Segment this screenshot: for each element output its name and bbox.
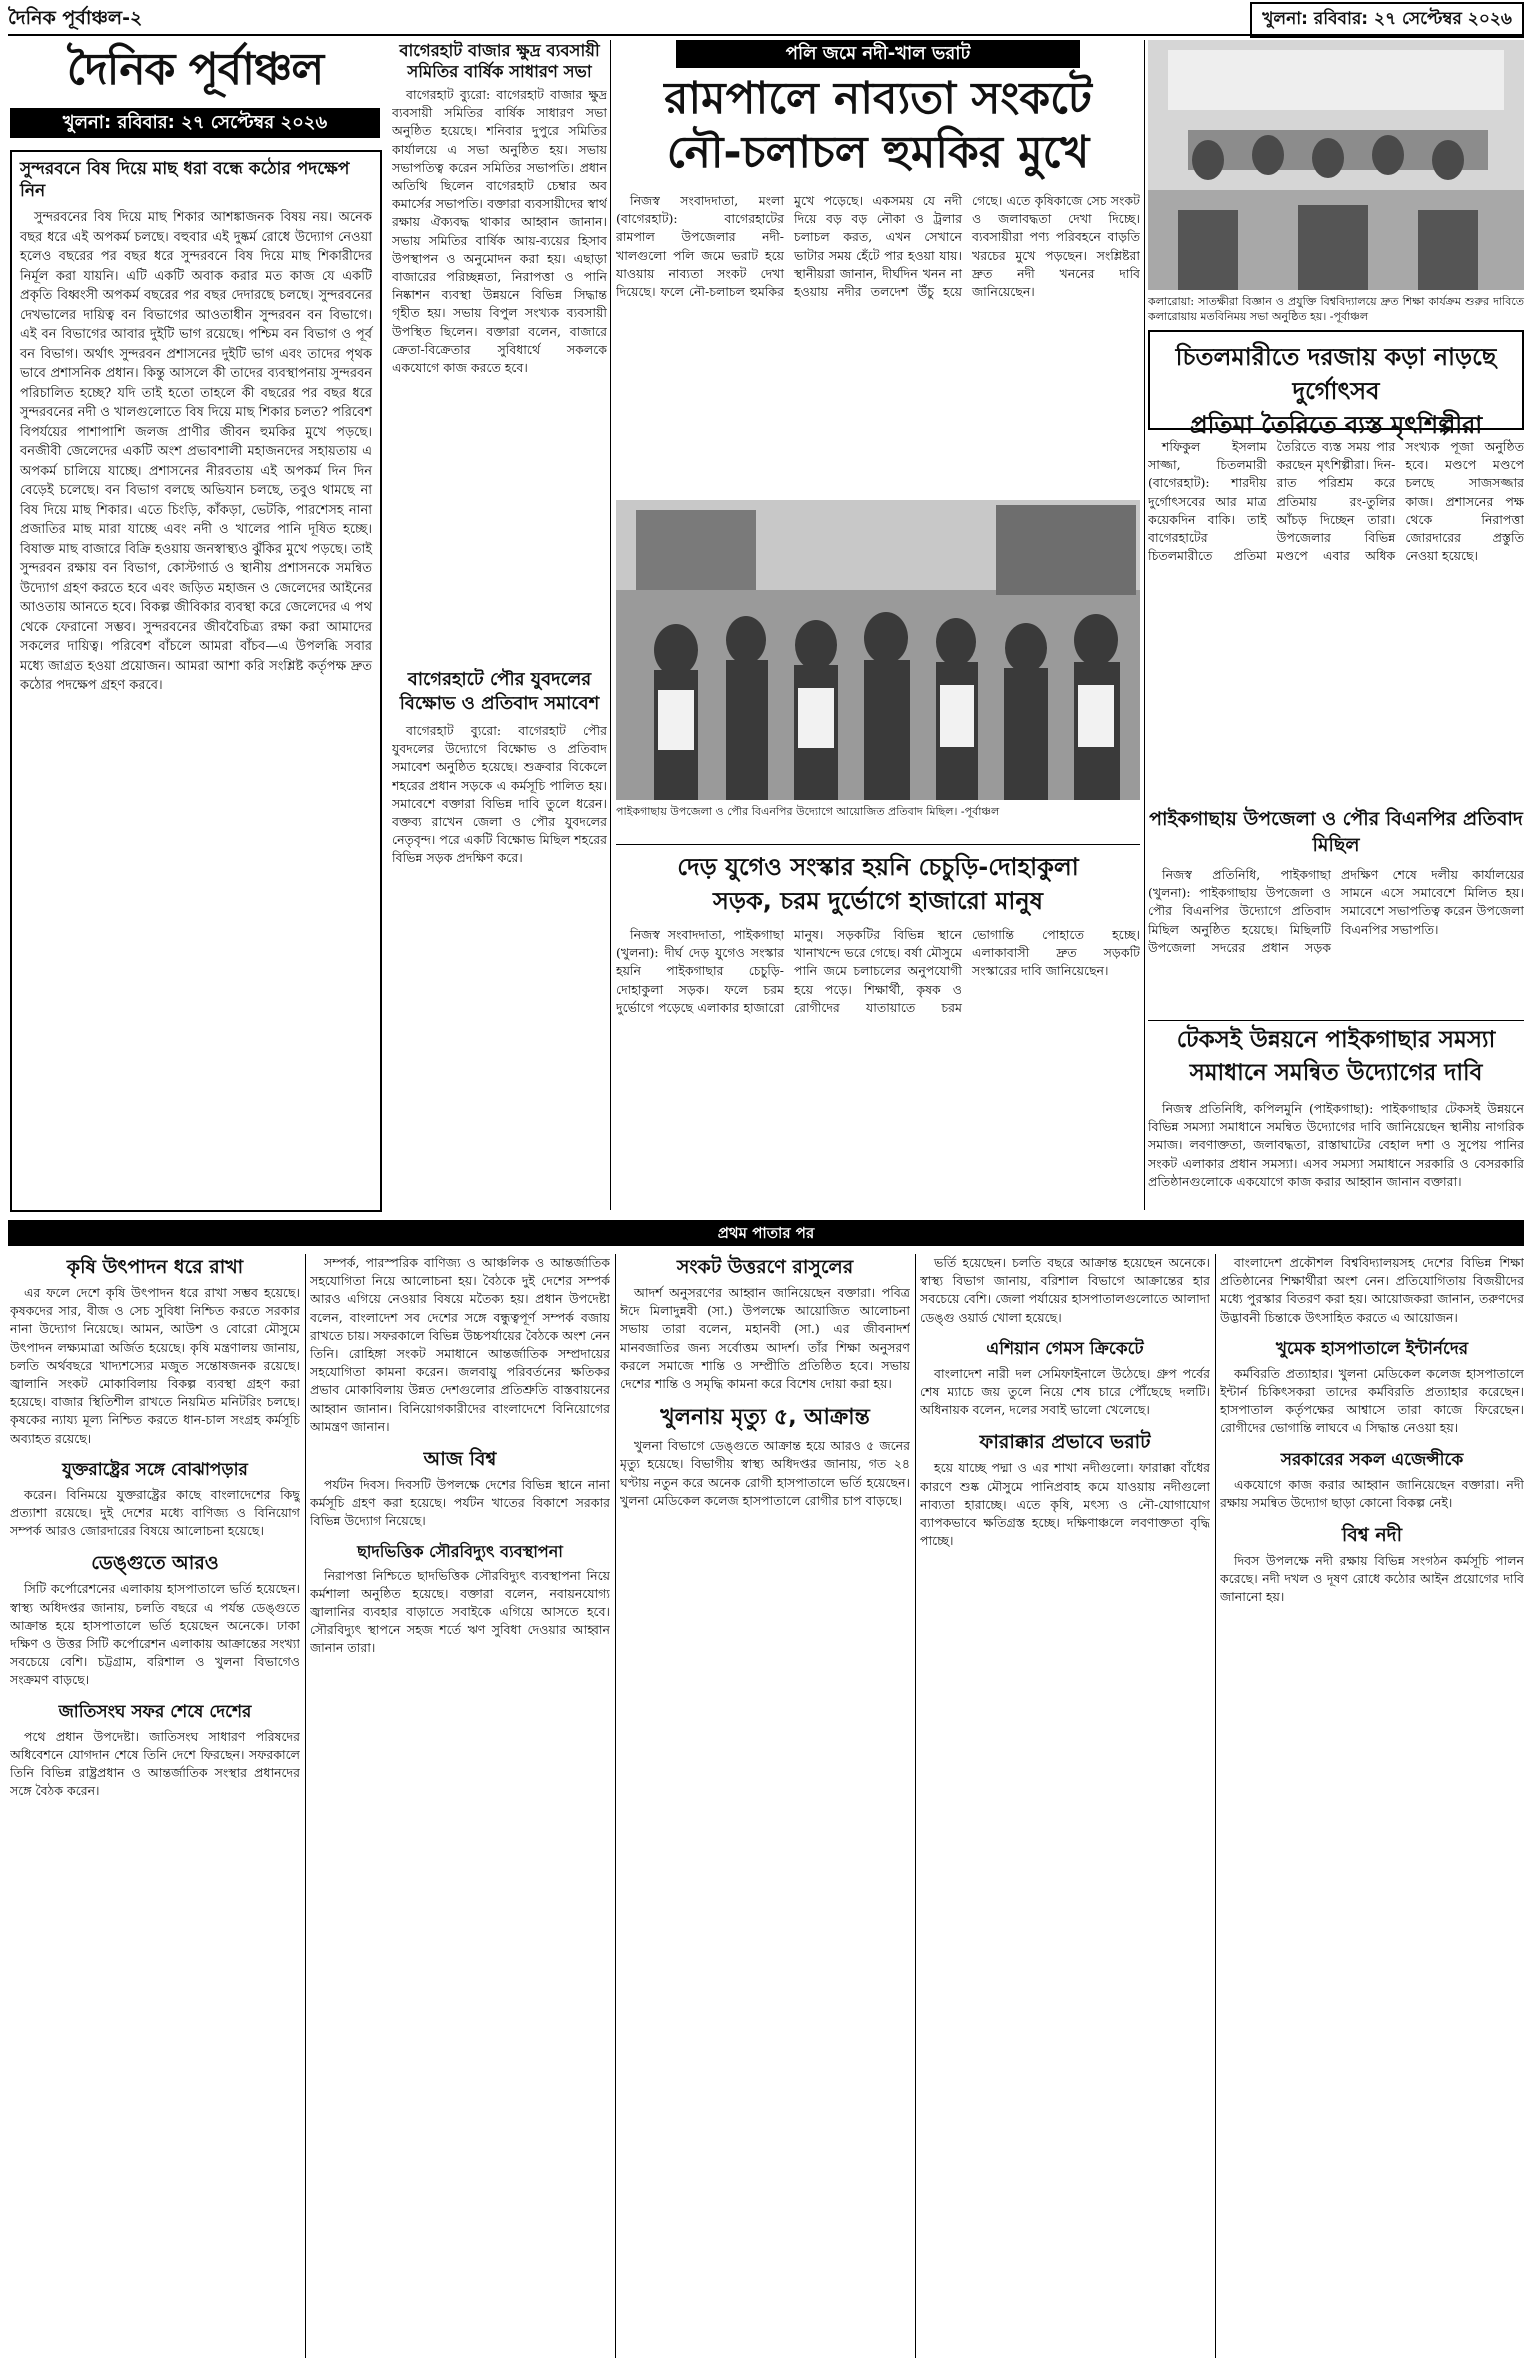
paikgacha-problem-body: নিজস্ব প্রতিনিধি, কপিলমুনি (পাইকগাছা): পাইকগাছার টেকসই উন্নয়নে বিভিন্ন সমস্যা সমাধানে সমন্বিত উদ্যোগের দাবি জানিয়েছেন স্থানীয় নাগরিক সমাজ। লবণাক্ততা, জলাবদ্ধতা, রাস্তাঘাটের বেহাল দশা ও সুপেয় পানির সংকট এলাকার প্রধান সমস্যা। এসব সমস্যা সমাধানে সরকারি ও বেসরকারি প্রতিষ্ঠানগুলোকে একযোগে কাজ করার আহ্বান জানান বক্তারা। [1148, 1101, 1524, 1189]
road-rule [616, 844, 1140, 845]
rampal-body: নিজস্ব সংবাদদাতা, মংলা (বাগেরহাট): বাগেরহাটের রামপাল উপজেলার নদী-খালগুলো পলি জমে ভরাট হয়ে যাওয়ায় নাব্যতা সংকট দেখা দিয়েছে। ফলে নৌ-চলাচল হুমকির মুখে পড়েছে। একসময় যে নদী দিয়ে বড় বড় নৌকা ও ট্রলার চলাচল করত, এখন সেখানে ভাটার সময় হেঁটে পার হওয়া যায়। স্থানীয়রা জানান, দীর্ঘদিন খনন না হওয়ায় নদীর তলদেশ উঁচু হয়ে গেছে। এতে কৃষিকাজে সেচ সংকট ও জলাবদ্ধতা দেখা দিচ্ছে। ব্যবসায়ীরা পণ্য পরিবহনে বাড়তি খরচের মুখে পড়ছেন। সংশ্লিষ্টরা দ্রুত নদী খননের দাবি জানিয়েছেন। [616, 193, 1140, 300]
problem-title-line1: টেকসই উন্নয়নে পাইকগাছার সমস্যা [1176, 1027, 1496, 1053]
continued-divider-label: প্রথম পাতার পর [717, 1224, 815, 1242]
col-rule-2 [1144, 40, 1145, 1210]
bagerhat-market-body: বাগেরহাট ব্যুরো: বাগেরহাট বাজার ক্ষুদ্র ব্যবসায়ী সমিতির বার্ষিক সাধারণ সভা অনুষ্ঠিত হয়েছে। শনিবার দুপুরে সমিতির কার্যালয়ে এ সভা অনুষ্ঠিত হয়। সভায় সভাপতিত্ব করেন সমিতির সভাপতি। প্রধান অতিথি ছিলেন বাগেরহাট চেম্বার অব কমার্সের সভাপতি। বক্তারা ব্যবসায়ীদের স্বার্থ রক্ষায় ঐক্যবদ্ধ থাকার আহ্বান জানান। সভায় সমিতির বার্ষিক আয়-ব্যয়ের হিসাব উপস্থাপন ও অনুমোদন করা হয়। এছাড়া বাজারের পরিচ্ছন্নতা, নিরাপত্তা ও পানি নিষ্কাশন ব্যবস্থা উন্নয়নে বিভিন্ন সিদ্ধান্ত গৃহীত হয়। সভায় বিপুল সংখ্যক ব্যবসায়ী উপস্থিত ছিলেন। বক্তারা বলেন, বাজারে ক্রেতা-বিক্রেতার সুবিধার্থে সকলকে একযোগে কাজ করতে হবে। [392, 87, 607, 376]
header-rule [8, 34, 1524, 36]
col2-body: সম্পর্ক, পারস্পরিক বাণিজ্য ও আঞ্চলিক ও আন্তর্জাতিক সহযোগিতা নিয়ে আলোচনা হয়। বৈঠকে দুই দেশের সম্পর্ক আরও এগিয়ে নেওয়ার বিষয়ে মতৈক্য হয়। প্রধান উপদেষ্টা বলেন, বাংলাদেশ সব দেশের সঙ্গে বন্ধুত্বপূর্ণ সম্পর্ক বজায় রাখতে চায়। সফরকালে বিভিন্ন উচ্চপর্যায়ের বৈঠকে অংশ নেন তিনি। রোহিঙ্গা সংকট সমাধানে আন্তর্জাতিক সম্প্রদায়ের সহযোগিতা কামনা করেন। জলবায়ু পরিবর্তনের ক্ষতিকর প্রভাব মোকাবিলায় উন্নত দেশগুলোর প্রতিশ্রুতি বাস্তবায়নের আহ্বান জানান। বিনিয়োগকারীদের বাংলাদেশে বিনিয়োগের আমন্ত্রণ জানান। [310, 1255, 610, 1434]
rampal-title-line2: নৌ-চলাচল হুমকির মুখে [666, 127, 1090, 178]
farakka-title: ফারাক্কার প্রভাবে ভরাট [979, 1431, 1151, 1454]
rampal-title-line1: রামপালে নাব্যতা সংকটে [664, 73, 1092, 124]
bagerhat-protest-body: বাগেরহাট ব্যুরো: বাগেরহাট পৌর যুবদলের উদ্যোগে বিক্ষোভ ও প্রতিবাদ সমাবেশ অনুষ্ঠিত হয়েছে। শুক্রবার বিকেলে শহরের প্রধান সড়কে এ কর্মসূচি পালিত হয়। সমাবেশে বক্তারা বিভিন্ন দাবি তুলে ধরেন। বক্তব্য রাখেন জেলা ও পৌর যুবদলের নেতৃবৃন্দ। পরে একটি বিক্ষোভ মিছিল শহরের বিভিন্ন সড়ক প্রদক্ষিণ করে। [392, 723, 607, 866]
rasul-title: সংকট উত্তরণে রাসুলের [676, 1256, 854, 1278]
col-rule-1 [610, 40, 611, 1210]
bottom-rule-1 [305, 1254, 306, 2358]
col5-body: বাংলাদেশ প্রকৌশল বিশ্ববিদ্যালয়সহ দেশের বিভিন্ন শিক্ষা প্রতিষ্ঠানের শিক্ষার্থীরা অংশ নেন। প্রতিযোগিতায় বিজয়ীদের মধ্যে পুরস্কার বিতরণ করা হয়। আয়োজকরা জানান, তরুণদের উদ্ভাবনী চিন্তাকে উৎসাহিত করতে এ আয়োজন। [1220, 1255, 1524, 1325]
editorial-body: সুন্দরবনের বিষ দিয়ে মাছ শিকার আশঙ্কাজনক বিষয় নয়। অনেক বছর ধরে এই অপকর্ম চলছে। বহুবার এই দুষ্কর্ম রোধে উদ্যোগ নেওয়া হলেও বছরের পর বছর ধরে সুন্দরবনে বিষ দিয়ে মাছ শিকারীদের নির্মূল করা যায়নি। এটি একটি অবাক করার মত কাজ যে একটি প্রকৃতি বিধ্বংসী অপকর্ম বছরের পর বছর দেদারছে চলছে। সুন্দরবনের দেখভালের দায়িত্ব বন বিভাগের আওতাধীন সুন্দরবন বন বিভাগে। এই বন বিভাগের আবার দুইটি ভাগ রয়েছে। পশ্চিম বন বিভাগ ও পূর্ব বন বিভাগ। অর্থাৎ সুন্দরবন প্রশাসনের দুইটি ভাগ এবং তাদের পৃথক ভাবে প্রশাসনিক প্রধান। কিন্তু আসলে কী তাদের ব্যবস্থাপনায় সুন্দরবন পরিচালিত হচ্ছে? যদি তাই হতো তাহলে কী বছরের পর বছর ধরে সুন্দরবনের নদী ও খালগুলোতে বিষ দিয়ে মাছ শিকার চলত? পরিবেশ বিপর্যয়ের পাশাপাশি জলজ প্রাণীর জীবন হুমকির মুখে পড়ছে। বনজীবী জেলেদের একটি অংশ প্রভাবশালী মহাজনদের সহায়তায় এ অপকর্ম চালিয়ে যাচ্ছে। প্রশাসনের নীরবতায় এই অপকর্ম দিন দিন বেড়েই চলেছে। বন বিভাগ বলছে অভিযান চলছে, তবুও থামছে না বিষ দিয়ে মাছ শিকার। এতে চিংড়ি, কাঁকড়া, ভেটকি, পারশেসহ নানা প্রজাতির মাছ মারা যাচ্ছে এবং নদী ও খালের পানি দূষিত হচ্ছে। বিষাক্ত মাছ বাজারে বিক্রি হওয়ায় জনস্বাস্থ্যও ঝুঁকির মুখে পড়ছে। তাই সুন্দরবন রক্ষায় বন বিভাগ, কোস্টগার্ড ও স্থানীয় প্রশাসনকে সমন্বিত উদ্যোগ গ্রহণ করতে হবে এবং জড়িত মহাজন ও জেলেদের আইনের আওতায় আনতে হবে। বিকল্প জীবিকার ব্যবস্থা করে জেলেদের এ পথ থেকে ফেরানো সম্ভব। সুন্দরবনের জীববৈচিত্র্য রক্ষা করা আমাদের সকলের দায়িত্ব। পরিবেশ বাঁচলে আমরা বাঁচব—এ উপলব্ধি সবার মধ্যে জাগ্রত হওয়া প্রয়োজন। আমরা আশা করি সংশ্লিষ্ট কর্তৃপক্ষ দ্রুত কঠোর পদক্ষেপ গ্রহণ করবে। [20, 210, 372, 693]
paikgacha-bnp-story [940, 800, 1140, 810]
meeting-photo [1148, 40, 1524, 290]
durga-title-line2: প্রতিমা তৈরিতে ব্যস্ত মৃৎশিল্পীরা [1189, 411, 1483, 439]
bottom-col-5 [1220, 1254, 1524, 2358]
khulna-death-title: খুলনায় মৃত্যু ৫, আক্রান্ত [660, 1405, 870, 1431]
chhadvittik-body: নিরাপত্তা নিশ্চিতে ছাদভিত্তিক সৌরবিদ্যুৎ ব্যবস্থাপনা নিয়ে কর্মশালা অনুষ্ঠিত হয়েছে। বক্তারা বলেন, নবায়নযোগ্য জ্বালানির ব্যবহার বাড়াতে সবাইকে এগিয়ে আসতে হবে। সৌরবিদ্যুৎ স্থাপনে সহজ শর্তে ঋণ সুবিধা দেওয়ার আহ্বান জানান তারা। [310, 1567, 610, 1656]
krishi-body: এর ফলে দেশে কৃষি উৎপাদন ধরে রাখা সম্ভব হয়েছে। কৃষকদের সার, বীজ ও সেচ সুবিধা নিশ্চিত করতে সরকার নানা উদ্যোগ নিয়েছে। আমন, আউশ ও বোরো মৌসুমে উৎপাদন লক্ষ্যমাত্রা অর্জিত হয়েছে। কৃষি মন্ত্রণালয় জানায়, চলতি অর্থবছরে খাদ্যশস্যের মজুত সন্তোষজনক রয়েছে। জ্বালানি সংকট মোকাবিলায় বিকল্প ব্যবস্থা গ্রহণ করা হয়েছে। বাজার স্থিতিশীল রাখতে নিয়মিত মনিটরিং চলছে। কৃষকের ন্যায্য মূল্য নিশ্চিত করতে ধান-চাল সংগ্রহ কর্মসূচি অব্যাহত রয়েছে। [10, 1285, 300, 1446]
header-left-title: দৈনিক পূর্বাঞ্চল-২ [8, 7, 143, 29]
problem-title-line2: সমাধানে সমন্বিত উদ্যোগের দাবি [1189, 1060, 1483, 1086]
chhadvittik-title: ছাদভিত্তিক সৌরবিদ্যুৎ ব্যবস্থাপনা [357, 1541, 563, 1561]
editorial-title: সুন্দরবনে বিষ দিয়ে মাছ ধরা বন্ধে কঠোর পদক্ষেপ নিন [20, 159, 350, 201]
masthead-logo: দৈনিক পূর্বাঞ্চল [66, 44, 324, 95]
rasul-body: আদর্শ অনুসরণের আহ্বান জানিয়েছেন বক্তারা। পবিত্র ঈদে মিলাদুন্নবী (সা.) উপলক্ষে আয়োজিত আলোচনা সভায় তারা বলেন, মহানবী (সা.) এর জীবনাদর্শ মানবজাতির জন্য সর্বোত্তম আদর্শ। তাঁর শিক্ষা অনুসরণ করলে সমাজে শান্তি ও সম্প্রীতি প্রতিষ্ঠিত হবে। সভায় দেশের শান্তি ও সমৃদ্ধি কামনা করে বিশেষ দোয়া করা হয়। [620, 1285, 910, 1392]
krishi-title: কৃষি উৎপাদন ধরে রাখা [66, 1256, 244, 1278]
rampal-kicker: পলি জমে নদী-খাল ভরাট [676, 40, 1080, 68]
bottom-col-3 [620, 1254, 910, 2358]
juktorashtro-title: যুক্তরাষ্ট্রের সঙ্গে বোঝাপড়ার [62, 1459, 248, 1480]
juktorashtro-body: করেন। বিনিময়ে যুক্তরাষ্ট্রের কাছে বাংলাদেশের কিছু প্রত্যাশা রয়েছে। দুই দেশের মধ্যে বাণিজ্য ও বিনিয়োগ সম্পর্ক আরও জোরদারের বিষয়ে আলোচনা হয়েছে। [10, 1486, 300, 1539]
editorial-box [10, 150, 382, 1212]
bagerhat-protest-story [392, 668, 607, 1210]
khumek-title: খুমেক হাসপাতালে ইন্টার্নদের [1275, 1338, 1469, 1359]
durga-body: শফিকুল ইসলাম সাজ্জা, চিতলমারী (বাগেরহাট): শারদীয় দুর্গোৎসবের আর মাত্র কয়েকদিন বাকি। তাই বাগেরহাটের চিতলমারীতে প্রতিমা তৈরিতে ব্যস্ত সময় পার করছেন মৃৎশিল্পীরা। দিন-রাত পরিশ্রম করে প্রতিমায় রং-তুলির আঁচড় দিচ্ছেন তারা। উপজেলার বিভিন্ন মণ্ডপে এবার অধিক সংখ্যক পূজা অনুষ্ঠিত হবে। মণ্ডপে মণ্ডপে চলছে সাজসজ্জার কাজ। প্রশাসনের পক্ষ থেকে নিরাপত্তা জোরদারের প্রস্তুতি নেওয়া হয়েছে। [1148, 439, 1524, 564]
bottom-col-2 [310, 1254, 610, 2358]
road-title-line2: সড়ক, চরম দুর্ভোগে হাজারো মানুষ [713, 887, 1043, 915]
paikgacha-bnp-body: নিজস্ব প্রতিনিধি, পাইকগাছা (খুলনা): পাইকগাছায় উপজেলা ও পৌর বিএনপির উদ্যোগে প্রতিবাদ মিছিল অনুষ্ঠিত হয়েছে। মিছিলটি উপজেলা সদরের প্রধান সড়ক প্রদক্ষিণ শেষে দলীয় কার্যালয়ের সামনে এসে সমাবেশে মিলিত হয়। সমাবেশে সভাপতিত্ব করেন উপজেলা বিএনপির সভাপতি। [1148, 867, 1524, 955]
bishwa-nodi-title: বিশ্ব নদী [1341, 1524, 1403, 1547]
paikgacha-problem-headline [1148, 1024, 1524, 1096]
road-title-line1: দেড় যুগেও সংস্কার হয়নি চেচুড়ি-দোহাকুলা [677, 853, 1079, 881]
paikgacha-road-headline [616, 850, 1140, 922]
jatisangha-body: পথে প্রধান উপদেষ্টা। জাতিসংঘ সাধারণ পরিষদের অধিবেশনে যোগদান শেষে তিনি দেশে ফিরছেন। সফরকালে তিনি বিভিন্ন রাষ্ট্রপ্রধান ও আন্তর্জাতিক সংস্থার প্রধানদের সঙ্গে বৈঠক করেন। [10, 1728, 300, 1799]
rampal-headline-block [616, 40, 1140, 188]
sorkar-title: সরকারের সকল এজেন্সীকে [1280, 1449, 1464, 1470]
bottom-col-1 [10, 1254, 300, 2358]
continued-divider [8, 1220, 1524, 1246]
bagerhat-market-title: বাগেরহাট বাজার ক্ষুদ্র ব্যবসায়ী সমিতির বার্ষিক সাধারণ সভা [399, 41, 600, 81]
dengue-body: সিটি কর্পোরেশনের এলাকায় হাসপাতালে ভর্তি হয়েছেন। স্বাস্থ্য অধিদপ্তর জানায়, চলতি বছরে এ পর্যন্ত ডেঙ্গুতে আক্রান্ত হয়ে হাসপাতালে ভর্তি হয়েছেন অনেকে। ঢাকা দক্ষিণ ও উত্তর সিটি কর্পোরেশন এলাকায় আক্রান্তের সংখ্যা সবচেয়ে বেশি। চট্টগ্রাম, বরিশাল ও খুলনা বিভাগেও সংক্রমণ বাড়ছে। [10, 1581, 300, 1688]
masthead-date-line: খুলনা: রবিবার: ২৭ সেপ্টেম্বর ২০২৬ [10, 108, 380, 138]
bottom-rule-3 [915, 1254, 916, 2358]
bottom-col-4 [920, 1254, 1210, 2358]
header-right-date: খুলনা: রবিবার: ২৭ সেপ্টেম্বর ২০২৬ [1250, 2, 1524, 38]
durga-title-line1: চিতলমারীতে দরজায় কড়া নাড়ছে দুর্গোৎসব [1175, 343, 1497, 405]
asian-games-title: এশিয়ান গেমস ক্রিকেটে [986, 1338, 1144, 1359]
protest-photo-caption: পাইকগাছায় উপজেলা ও পৌর বিএনপির উদ্যোগে আয়োজিত প্রতিবাদ মিছিল। -পূর্বাঞ্চল [616, 805, 1000, 818]
khumek-body: কর্মবিরতি প্রত্যাহার। খুলনা মেডিকেল কলেজ হাসপাতালে ইন্টার্ন চিকিৎসকরা তাদের কর্মবিরতি প্রত্যাহার করেছেন। হাসপাতাল কর্তৃপক্ষের আশ্বাসে তারা কাজে ফিরেছেন। রোগীদের ভোগান্তি লাঘবে এ সিদ্ধান্ত নেওয়া হয়। [1220, 1365, 1524, 1436]
asian-games-body: বাংলাদেশ নারী দল সেমিফাইনালে উঠেছে। গ্রুপ পর্বের শেষ ম্যাচে জয় তুলে নিয়ে শেষ চারে পৌঁছেছে দলটি। অধিনায়ক বলেন, দলের সবাই ভালো খেলেছে। [920, 1365, 1210, 1418]
protest-photo [616, 500, 1140, 800]
masthead [10, 40, 380, 146]
col4-top-body: ভর্তি হয়েছেন। চলতি বছরে আক্রান্ত হয়েছেন অনেকে। স্বাস্থ্য বিভাগ জানায়, বরিশাল বিভাগে আক্রান্তের হার সবচেয়ে বেশি। জেলা পর্যায়ের হাসপাতালগুলোতে আলাদা ডেঙ্গু ওয়ার্ড খোলা হয়েছে। [920, 1255, 1210, 1325]
paikgacha-road-body: নিজস্ব সংবাদদাতা, পাইকগাছা (খুলনা): দীর্ঘ দেড় যুগেও সংস্কার হয়নি পাইকগাছার চেচুড়ি-দোহাকুলা সড়ক। ফলে চরম দুর্ভোগে পড়েছে এলাকার হাজারো মানুষ। সড়কটির বিভিন্ন স্থানে খানাখন্দে ভরে গেছে। বর্ষা মৌসুমে পানি জমে চলাচলের অনুপযোগী হয়ে পড়ে। শিক্ষার্থী, কৃষক ও রোগীদের যাতায়াতে চরম ভোগান্তি পোহাতে হচ্ছে। এলাকাবাসী দ্রুত সড়কটি সংস্কারের দাবি জানিয়েছেন। [616, 927, 1140, 1015]
paikgacha-bnp-title: পাইকগাছায় উপজেলা ও পৌর বিএনপির প্রতিবাদ মিছিল [1149, 808, 1523, 856]
durga-headline-box [1148, 330, 1524, 439]
bagerhat-protest-title: বাগেরহাটে পৌর যুবদলের বিক্ষোভ ও প্রতিবাদ সমাবেশ [399, 669, 600, 714]
ajbishwa-body: পর্যটন দিবস। দিবসটি উপলক্ষে দেশের বিভিন্ন স্থানে নানা কর্মসূচি গ্রহণ করা হয়েছে। পর্যটন খাতের বিকাশে সরকার বিভিন্ন উদ্যোগ নিয়েছে। [310, 1477, 610, 1529]
problem-rule [1148, 1020, 1524, 1021]
meeting-photo-caption: কলারোয়া: সাতক্ষীরা বিজ্ঞান ও প্রযুক্তি বিশ্ববিদ্যালয়ে দ্রুত শিক্ষা কার্যক্রম শুরুর দাবিতে কলারোয়ায় মতবিনিময় সভা অনুষ্ঠিত হয়। -পূর্বাঞ্চল [1148, 295, 1524, 323]
bottom-rule-2 [615, 1254, 616, 2358]
bottom-rule-4 [1215, 1254, 1216, 2358]
khulna-death-body: খুলনা বিভাগে ডেঙ্গুতে আক্রান্ত হয়ে আরও ৫ জনের মৃত্যু হয়েছে। বিভাগীয় স্বাস্থ্য অধিদপ্তর জানায়, গত ২৪ ঘণ্টায় নতুন করে অনেক রোগী হাসপাতালে ভর্তি হয়েছেন। খুলনা মেডিকেল কলেজ হাসপাতালে রোগীর চাপ বাড়ছে। [620, 1438, 910, 1508]
farakka-body: হয়ে যাচ্ছে পদ্মা ও এর শাখা নদীগুলো। ফারাক্কা বাঁধের কারণে শুষ্ক মৌসুমে পানিপ্রবাহ কমে যাওয়ায় নদীগুলো নাব্যতা হারাচ্ছে। এতে কৃষি, মৎস্য ও নৌ-যোগাযোগ ব্যাপকভাবে ক্ষতিগ্রস্ত হচ্ছে। দক্ষিণাঞ্চলে লবণাক্ততা বৃদ্ধি পাচ্ছে। [920, 1460, 1210, 1549]
dengue-title: ডেঙ্গুতে আরও [91, 1552, 219, 1575]
sorkar-body: একযোগে কাজ করার আহ্বান জানিয়েছেন বক্তারা। নদী রক্ষায় সমন্বিত উদ্যোগ ছাড়া কোনো বিকল্প নেই। [1220, 1476, 1524, 1510]
ajbishwa-title: আজ বিশ্ব [423, 1448, 497, 1471]
bagerhat-market-story [392, 40, 607, 660]
jatisangha-title: জাতিসংঘ সফর শেষে দেশের [58, 1701, 252, 1722]
bishwa-nodi-body: দিবস উপলক্ষে নদী রক্ষায় বিভিন্ন সংগঠন কর্মসূচি পালন করেছে। নদী দখল ও দূষণ রোধে কঠোর আইন প্রয়োগের দাবি জানানো হয়। [1220, 1553, 1524, 1605]
page-header [0, 0, 1532, 32]
